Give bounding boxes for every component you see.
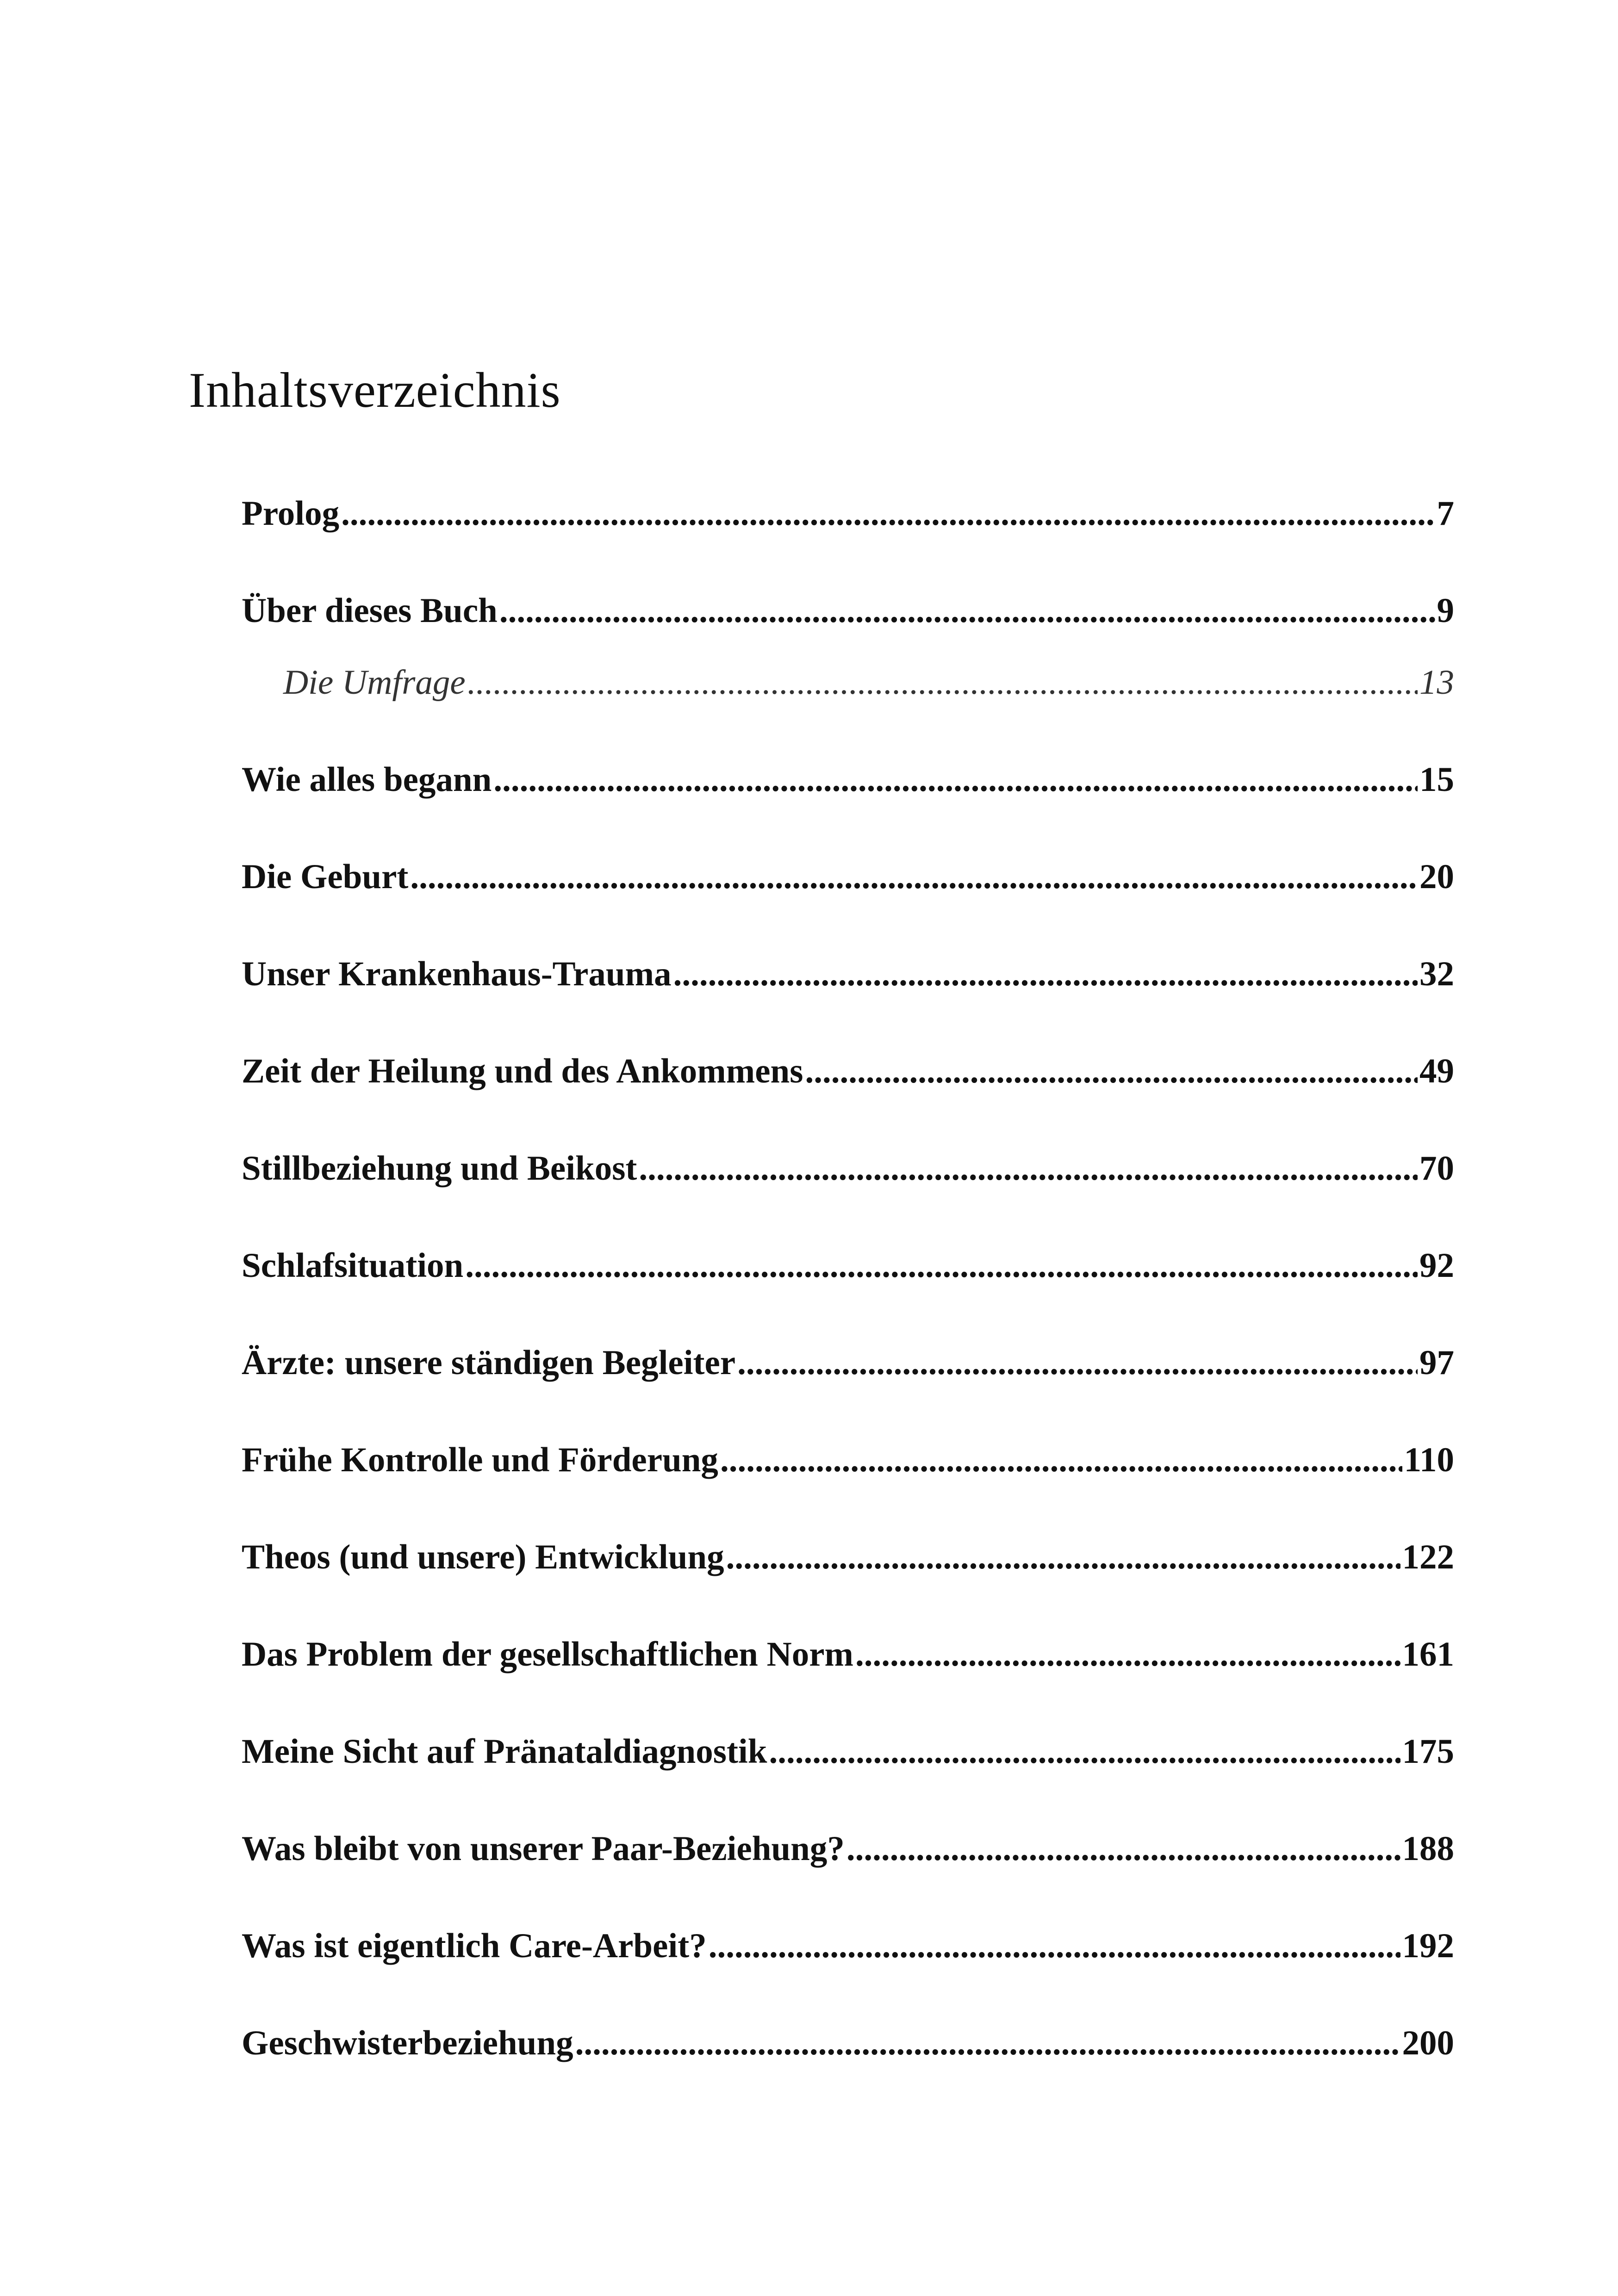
toc-dot-leader (805, 1048, 1418, 1095)
toc-dot-leader (467, 660, 1418, 706)
toc-entry-page: 188 (1402, 1829, 1454, 1868)
toc-entry (242, 951, 1454, 997)
toc-subentry (242, 660, 1454, 706)
toc-entry-label: Über dieses Buch (242, 591, 498, 630)
toc-entry-label: Wie alles begann (242, 760, 492, 799)
toc-entry-page: 70 (1419, 1149, 1454, 1188)
toc-dot-leader (673, 951, 1418, 997)
toc-entry (242, 1048, 1454, 1095)
toc-entry-page: 192 (1402, 1927, 1454, 1965)
toc-dot-leader (769, 1729, 1400, 1775)
toc-entry (242, 588, 1454, 634)
toc-entry-page: 13 (1419, 663, 1454, 702)
toc-entry-page: 122 (1402, 1538, 1454, 1576)
toc-entry-label: Schlafsituation (242, 1246, 464, 1285)
toc-entry-label: Was ist eigentlich Care-Arbeit? (242, 1927, 707, 1965)
toc-dot-leader (720, 1437, 1402, 1483)
toc-entry-page: 15 (1419, 760, 1454, 799)
toc-entry-page: 161 (1402, 1635, 1454, 1674)
toc-entry-label: Ärzte: unsere ständigen Begleiter (242, 1344, 736, 1382)
toc-dot-leader (639, 1145, 1418, 1192)
toc-entry-label: Was bleibt von unserer Paar-Beziehung? (242, 1829, 845, 1868)
toc-entry-label: Frühe Kontrolle und Förderung (242, 1441, 718, 1479)
toc-entry-label: Die Umfrage (283, 663, 466, 702)
toc-entry-label: Theos (und unsere) Entwicklung (242, 1538, 724, 1576)
toc-entry (242, 1145, 1454, 1192)
toc-entry-page: 92 (1419, 1246, 1454, 1285)
toc-dot-leader (575, 2020, 1400, 2066)
toc-dot-leader (493, 757, 1418, 803)
toc-dot-leader (709, 1923, 1400, 1969)
toc-entry-label: Die Geburt (242, 858, 409, 896)
toc-entry (242, 1437, 1454, 1483)
toc-dot-leader (499, 588, 1435, 634)
toc-entry-page: 110 (1404, 1441, 1454, 1479)
toc-entry-label: Unser Krankenhaus-Trauma (242, 955, 672, 993)
toc-entry-label: Stillbeziehung und Beikost (242, 1149, 637, 1188)
toc-dot-leader (855, 1631, 1400, 1678)
toc-entry-page: 20 (1419, 858, 1454, 896)
toc-entry-page: 200 (1402, 2024, 1454, 2062)
toc-entry-page: 7 (1437, 494, 1454, 533)
toc-entry (242, 854, 1454, 900)
toc-entry-label: Zeit der Heilung und des Ankommens (242, 1052, 803, 1090)
toc-entry-page: 97 (1419, 1344, 1454, 1382)
toc-dot-leader (465, 1243, 1418, 1289)
toc-entry (242, 1923, 1454, 1969)
table-of-contents (242, 491, 1454, 2066)
toc-entry (242, 1340, 1454, 1386)
toc-entry (242, 1534, 1454, 1580)
toc-entry-page: 32 (1419, 955, 1454, 993)
toc-entry-page: 9 (1437, 591, 1454, 630)
toc-entry-label: Meine Sicht auf Pränataldiagnostik (242, 1732, 767, 1771)
toc-entry (242, 1729, 1454, 1775)
toc-dot-leader (341, 491, 1435, 537)
toc-entry (242, 2020, 1454, 2066)
page-title: Inhaltsverzeichnis (189, 363, 561, 418)
toc-entry-label: Das Problem der gesellschaftlichen Norm (242, 1635, 854, 1674)
toc-entry-page: 49 (1419, 1052, 1454, 1090)
toc-dot-leader (410, 854, 1418, 900)
toc-entry-label: Geschwisterbeziehung (242, 2024, 573, 2062)
toc-entry (242, 757, 1454, 803)
toc-entry (242, 1826, 1454, 1872)
toc-dot-leader (737, 1340, 1418, 1386)
toc-dot-leader (846, 1826, 1400, 1872)
toc-entry (242, 491, 1454, 537)
toc-entry-page: 175 (1402, 1732, 1454, 1771)
toc-entry (242, 1631, 1454, 1678)
toc-entry-label: Prolog (242, 494, 340, 533)
toc-dot-leader (726, 1534, 1400, 1580)
toc-entry (242, 1243, 1454, 1289)
